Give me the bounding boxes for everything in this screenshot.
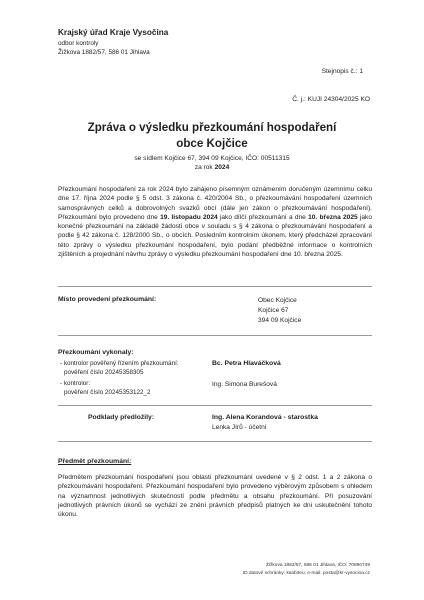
divider bbox=[58, 286, 372, 287]
intro-paragraph: Přezkoumání hospodaření za rok 2024 bylo zahájeno písemným oznámením doručeným územnímu celku dne 17. října 2024 podle § 5 odst. 3 zákona č. 420/2004 Sb., o přezkoumávání hospodaření územních samosprávných celků a dobrovolných svazků obcí (dále jen zákon o přezkoumávání hospodaření). Přezkoumání bylo provedeno dne 19. listopadu 2024 jako dílčí přezkoumání a dne 10. března 2025 jako konečné přezkoumání na základě žádosti obce v souladu s § 4 zákona o přezkoumávání hospodaření a podle § 42 zákona č. 128/2000 Sb., o obcích. Posledním kontrolním úkonem, který předcházel zpracování této zprávy o výsledku přezkoumání hospodaření, bylo podání předběžné informace o kontrolních zjištěních a projednání návrhu zprávy o výsledku přezkoumání hospodaření dne 10. března 2025. bbox=[58, 186, 372, 259]
footer-address: Žižkova 1882/57, 586 01 Jihlava, IČO: 70890749 bbox=[265, 563, 370, 568]
report-title: Zpráva o výsledku přezkoumání hospodaření bbox=[87, 121, 337, 134]
place-line-3: 394 09 Kojčice bbox=[258, 317, 302, 324]
accountant-name: Lenka Jírů - účetní bbox=[212, 424, 267, 431]
divider bbox=[58, 405, 372, 406]
report-subject: obce Kojčice bbox=[176, 137, 248, 150]
divider bbox=[58, 335, 372, 336]
place-line-2: Kojčice 67 bbox=[258, 307, 289, 314]
subject-heading: Předmět přezkoumání: bbox=[58, 458, 132, 465]
subject-paragraph: Předmětem přezkoumání hospodaření jsou oblasti přezkoumání uvedené v § 2 odst. 1 a 2 zákona o přezkoumávání hospodaření. Přezkoumání hospodaření bylo provedeno výběrovým způsobem s ohledem na významnost jednotlivých skutečností podle předmětu a obsahu přezkoumání. Při posuzování jednotlivých právních úkonů se vychází ze znění právních předpisů platných ke dni uskutečnění tohoto úkonu. bbox=[58, 474, 372, 519]
leader-authorization: pověření číslo 20245358305 bbox=[64, 369, 144, 376]
leader-name: Bc. Petra Hlaváčková bbox=[212, 360, 281, 367]
authority-name: Krajský úřad Kraje Vysočina bbox=[58, 28, 169, 37]
partial-review-date: 19. listopadu 2024 bbox=[160, 213, 218, 221]
final-review-date: 10. března 2025 bbox=[308, 213, 358, 221]
reference-number: Č. j.: KUJI 24304/2025 KO bbox=[292, 96, 370, 103]
report-year: za rok 2024 bbox=[194, 164, 230, 171]
footer-contact: ID datové schránky: ksab3eu, e-mail: posta@kr-vysocina.cz bbox=[242, 571, 370, 576]
report-year-value: 2024 bbox=[214, 164, 230, 171]
municipality-seat: se sídlem Kojčice 67, 394 09 Kojčice, IČO: 00511315 bbox=[134, 155, 290, 162]
place-label: Místo provedení přezkoumání: bbox=[58, 296, 157, 303]
leader-role: - kontrolor pověřený řízením přezkoumání: bbox=[60, 360, 179, 367]
department-name: odbor kontroly bbox=[58, 40, 99, 47]
controller-role: - kontrolor: bbox=[60, 380, 91, 387]
authority-address: Žižkova 1882/57, 586 01 Jihlava bbox=[58, 49, 150, 56]
place-line-1: Obec Kojčice bbox=[258, 297, 297, 304]
mayor-name: Ing. Alena Korandová - starostka bbox=[212, 414, 318, 421]
controller-name: Ing. Simona Burešová bbox=[212, 381, 277, 388]
documents-label: Podklady předložily: bbox=[88, 414, 155, 421]
reviewers-label: Přezkoumání vykonaly: bbox=[58, 349, 134, 356]
controller-authorization: pověření číslo 20245353122_2 bbox=[64, 389, 151, 396]
divider bbox=[58, 441, 372, 442]
copy-number: Stejnopis č.: 1 bbox=[321, 68, 363, 75]
